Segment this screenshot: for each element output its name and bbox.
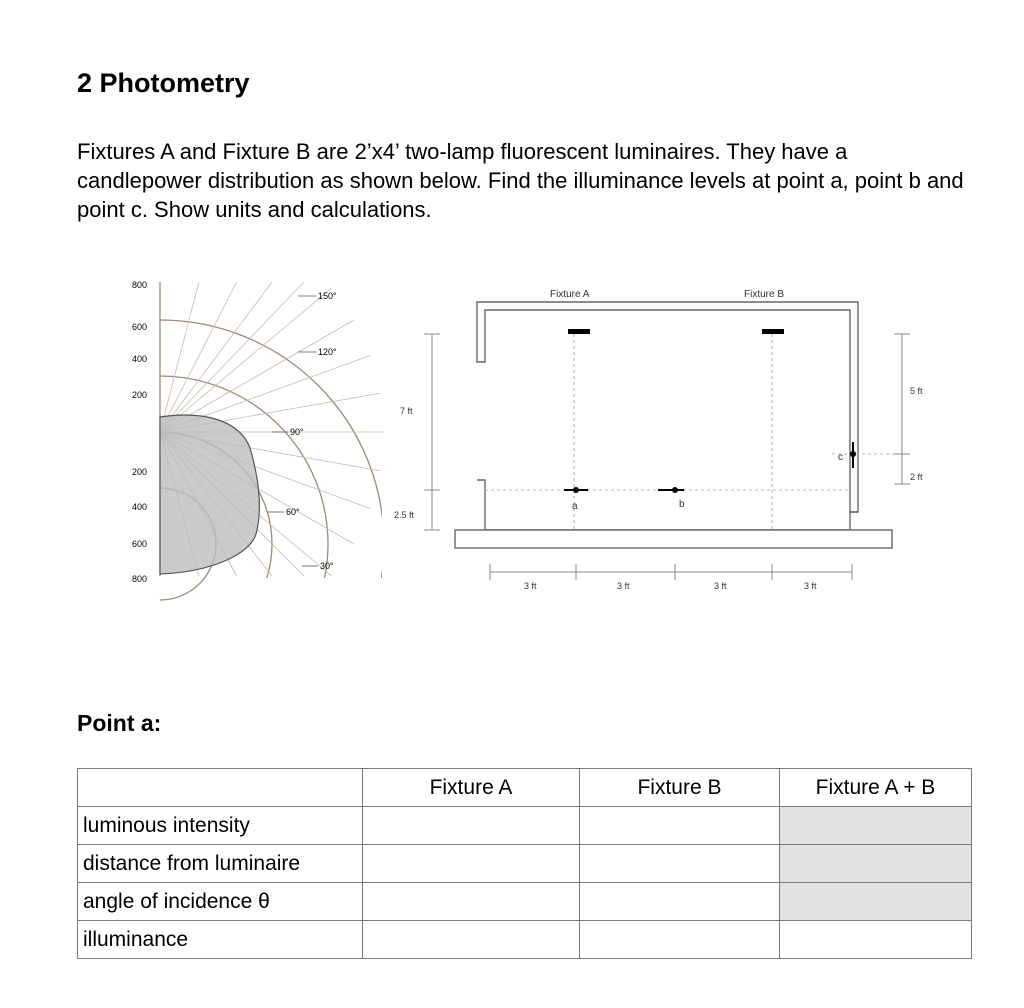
- polar-ray: [160, 282, 199, 432]
- fixture-a-label: Fixture A: [550, 289, 590, 300]
- cell-input[interactable]: [363, 883, 580, 921]
- fixture-b-label: Fixture B: [744, 289, 785, 300]
- photometry-figure: [112, 272, 942, 612]
- table-row: [78, 845, 972, 883]
- cell-shaded: [780, 845, 972, 883]
- scale-bottom-1: 400: [132, 502, 148, 512]
- cell-input[interactable]: [363, 921, 580, 959]
- cell-input[interactable]: [363, 845, 580, 883]
- table-header-fixture-ab: Fixture A + B: [780, 769, 972, 807]
- angle-120: 120°: [318, 347, 337, 357]
- cell-input[interactable]: [580, 883, 780, 921]
- cell-input[interactable]: [780, 921, 972, 959]
- angle-30: 30°: [320, 561, 334, 571]
- calculation-table: [77, 768, 972, 959]
- angle-150: 150°: [318, 291, 337, 301]
- cell-input[interactable]: [580, 845, 780, 883]
- scale-top-0: 800: [132, 280, 148, 290]
- section-heading: 2 Photometry: [77, 68, 250, 98]
- height-2ft-label: 2 ft: [910, 472, 923, 482]
- point-b-label: b: [679, 499, 685, 510]
- fixture-b-lamp: [762, 329, 784, 334]
- spacing-label-2: 3 ft: [617, 581, 630, 591]
- cell-input[interactable]: [580, 807, 780, 845]
- polar-ray: [160, 282, 272, 432]
- height-7ft-label: 7 ft: [400, 406, 413, 416]
- table-header-blank: [78, 769, 363, 807]
- table-row: [78, 921, 972, 959]
- point-a-heading: Point a:: [77, 710, 162, 736]
- table-header-fixture-b: Fixture B: [580, 769, 780, 807]
- problem-statement: Fixtures A and Fixture B are 2’x4’ two-lamp fluorescent luminaires. They have a candlepower distribution as shown below. Find the illuminance levels at point a, point b and point c. Show units and calculations.: [77, 139, 964, 222]
- scale-top-1: 600: [132, 322, 148, 332]
- figure-svg: [112, 272, 942, 612]
- spacing-label-3: 3 ft: [714, 581, 727, 591]
- point-a-marker: [573, 487, 579, 493]
- cell-shaded: [780, 807, 972, 845]
- scale-top-2: 400: [132, 354, 148, 364]
- angle-90: 90°: [290, 427, 304, 437]
- cell-shaded: [780, 883, 972, 921]
- point-c-marker: [850, 451, 856, 457]
- candlepower-curve: [160, 415, 259, 574]
- polar-ray: [160, 288, 332, 432]
- height-5ft-label: 5 ft: [910, 386, 923, 396]
- angle-60: 60°: [286, 507, 300, 517]
- row-label-illuminance: illuminance: [78, 921, 363, 959]
- table-header-row: [78, 769, 972, 807]
- spacing-label-1: 3 ft: [524, 581, 537, 591]
- scale-top-3: 200: [132, 390, 148, 400]
- cell-input[interactable]: [363, 807, 580, 845]
- table-row: [78, 883, 972, 921]
- scale-bottom-2: 600: [132, 539, 148, 549]
- point-b-marker: [672, 487, 678, 493]
- table-row: [78, 807, 972, 845]
- fixture-a-lamp: [568, 329, 590, 334]
- scale-bottom-3: 800: [132, 574, 148, 584]
- cell-input[interactable]: [580, 921, 780, 959]
- table-header-fixture-a: Fixture A: [363, 769, 580, 807]
- height-25ft-label: 2.5 ft: [394, 510, 415, 520]
- polar-diagram: [132, 280, 384, 612]
- row-label-angle: angle of incidence θ: [78, 883, 363, 921]
- point-a-label: a: [572, 501, 578, 512]
- spacing-label-4: 3 ft: [804, 581, 817, 591]
- room-section: [424, 302, 910, 580]
- row-label-luminous-intensity: luminous intensity: [78, 807, 363, 845]
- scale-bottom-0: 200: [132, 467, 148, 477]
- point-c-label: c: [838, 452, 843, 463]
- row-label-distance: distance from luminaire: [78, 845, 363, 883]
